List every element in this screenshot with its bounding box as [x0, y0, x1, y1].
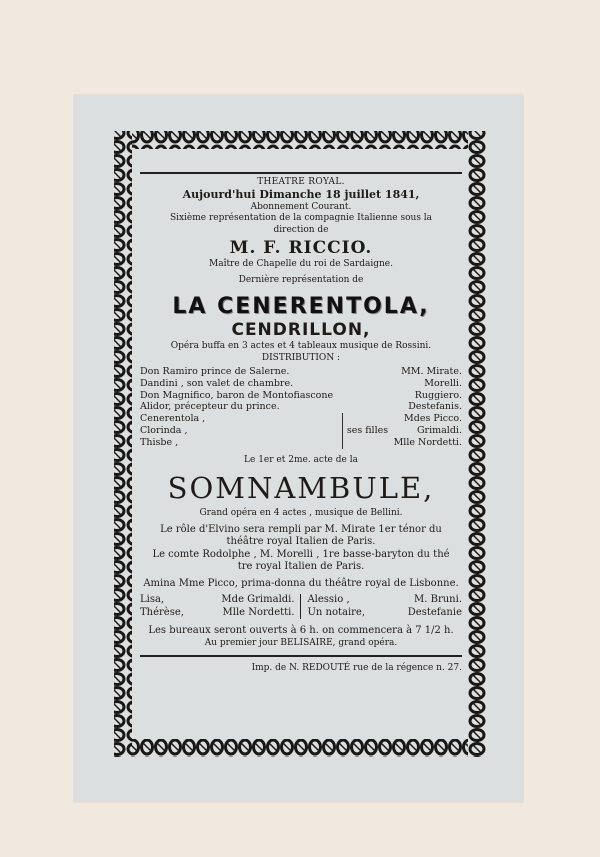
singer-cell: Mlle Nordetti. [393, 437, 462, 448]
singer-cell: Mlle Nordetti. [222, 606, 295, 618]
table-row [140, 378, 462, 390]
singer-cell: Morelli. [424, 377, 462, 389]
performance-line-2: direction de [273, 224, 329, 235]
performance-date: Aujourd'hui Dimanche 18 juillet 1841, [182, 188, 420, 202]
role-cell: Lisa, [140, 594, 165, 606]
role-cell: Cenerentola , [140, 413, 206, 425]
singer-cell: Ruggiero. [414, 389, 462, 401]
role-cell: Alidor, précepteur du prince. [140, 401, 280, 413]
role-cell: Dandini , son valet de chambre. [140, 377, 294, 389]
performance-line-1: Sixième représentation de la compagnie Italienne sous la [169, 213, 433, 224]
role-cell: Un notaire, [307, 606, 366, 618]
opera1-subtitle: CENDRILLON, [231, 320, 371, 340]
singer-cell: MM. Mirate. [401, 365, 462, 377]
opera2-note-1: Le rôle d'Elvino sera rempli par M. Mirate 1er ténor du [160, 523, 442, 535]
sisters-note: ses filles [342, 425, 390, 437]
opera2-note-4: tre royal Italien de Paris. [237, 561, 365, 573]
list-item [140, 607, 295, 620]
distribution-label: DISTRIBUTION : [261, 352, 341, 363]
table-row [140, 401, 462, 413]
opera2-title: SOMNAMBULE, [167, 471, 435, 506]
opera1-cast-table [140, 366, 462, 449]
singer-cell: M. Bruni. [414, 594, 462, 606]
singer-cell: Destefanie [407, 606, 462, 618]
opera1-title: LA CENERENTOLA, [172, 293, 430, 319]
role-cell: Thisbe , [140, 437, 179, 448]
box-office-hours: Les bureaux seront ouverts à 6 h. on commencera à 7 1/2 h. [148, 625, 454, 637]
singer-cell: Mdes Picco. [404, 413, 462, 425]
theatre-name: THEATRE ROYAL. [257, 177, 345, 187]
table-row [140, 366, 462, 378]
playbill-content [140, 172, 462, 674]
subscription-note: Abonnement Courant. [250, 202, 352, 212]
printer-imprint: Imp. de N. REDOUTÉ rue de la régence n. 27. [251, 662, 462, 673]
role-cell: Don Magnifico, baron de Montofiascone [140, 389, 334, 401]
cast-right-column [307, 594, 462, 619]
singer-cell: Mde Grimaldi. [221, 594, 295, 606]
table-row [140, 425, 462, 437]
singer-cell: Destefanis. [408, 401, 462, 413]
role-cell: Don Ramiro prince de Salerne. [140, 365, 290, 377]
column-divider [300, 594, 303, 619]
bottom-rule [140, 655, 462, 657]
table-row [140, 413, 462, 425]
opera1-description: Opéra buffa en 3 actes et 4 tableaux musique de Rossini. [170, 341, 432, 352]
role-cell: Thérèse, [140, 606, 184, 618]
cast-left-column [140, 594, 295, 619]
opera2-note-5: Amina Mme Picco, prima-donna du théâtre royal de Lisbonne. [143, 577, 459, 589]
opera2-note-3: Le comte Rodolphe , M. Morelli , 1re basse-baryton du thé [152, 548, 450, 560]
director-name: M. F. RICCIO. [229, 237, 373, 258]
opera2-lead: Le 1er et 2me. acte de la [244, 454, 358, 465]
role-cell: Alessio , [307, 594, 350, 606]
opera2-cast [140, 594, 462, 619]
opera2-description: Grand opéra en 4 actes , musique de Bellini. [199, 508, 403, 519]
role-cell: Clorinda , [140, 425, 188, 437]
singer-cell: Grimaldi. [416, 425, 462, 437]
list-item [140, 594, 295, 607]
table-row [140, 437, 462, 449]
table-row [140, 390, 462, 402]
list-item [307, 607, 462, 620]
list-item [307, 594, 462, 607]
opera2-note-2: théâtre royal Italien de Paris. [226, 536, 376, 548]
next-performance: Au premier jour BELISAIRE, grand opéra. [204, 637, 398, 648]
opera1-lead: Dernière représentation de [238, 275, 364, 286]
director-title: Maître de Chapelle du roi de Sardaigne. [208, 259, 393, 269]
top-rule [140, 172, 462, 174]
